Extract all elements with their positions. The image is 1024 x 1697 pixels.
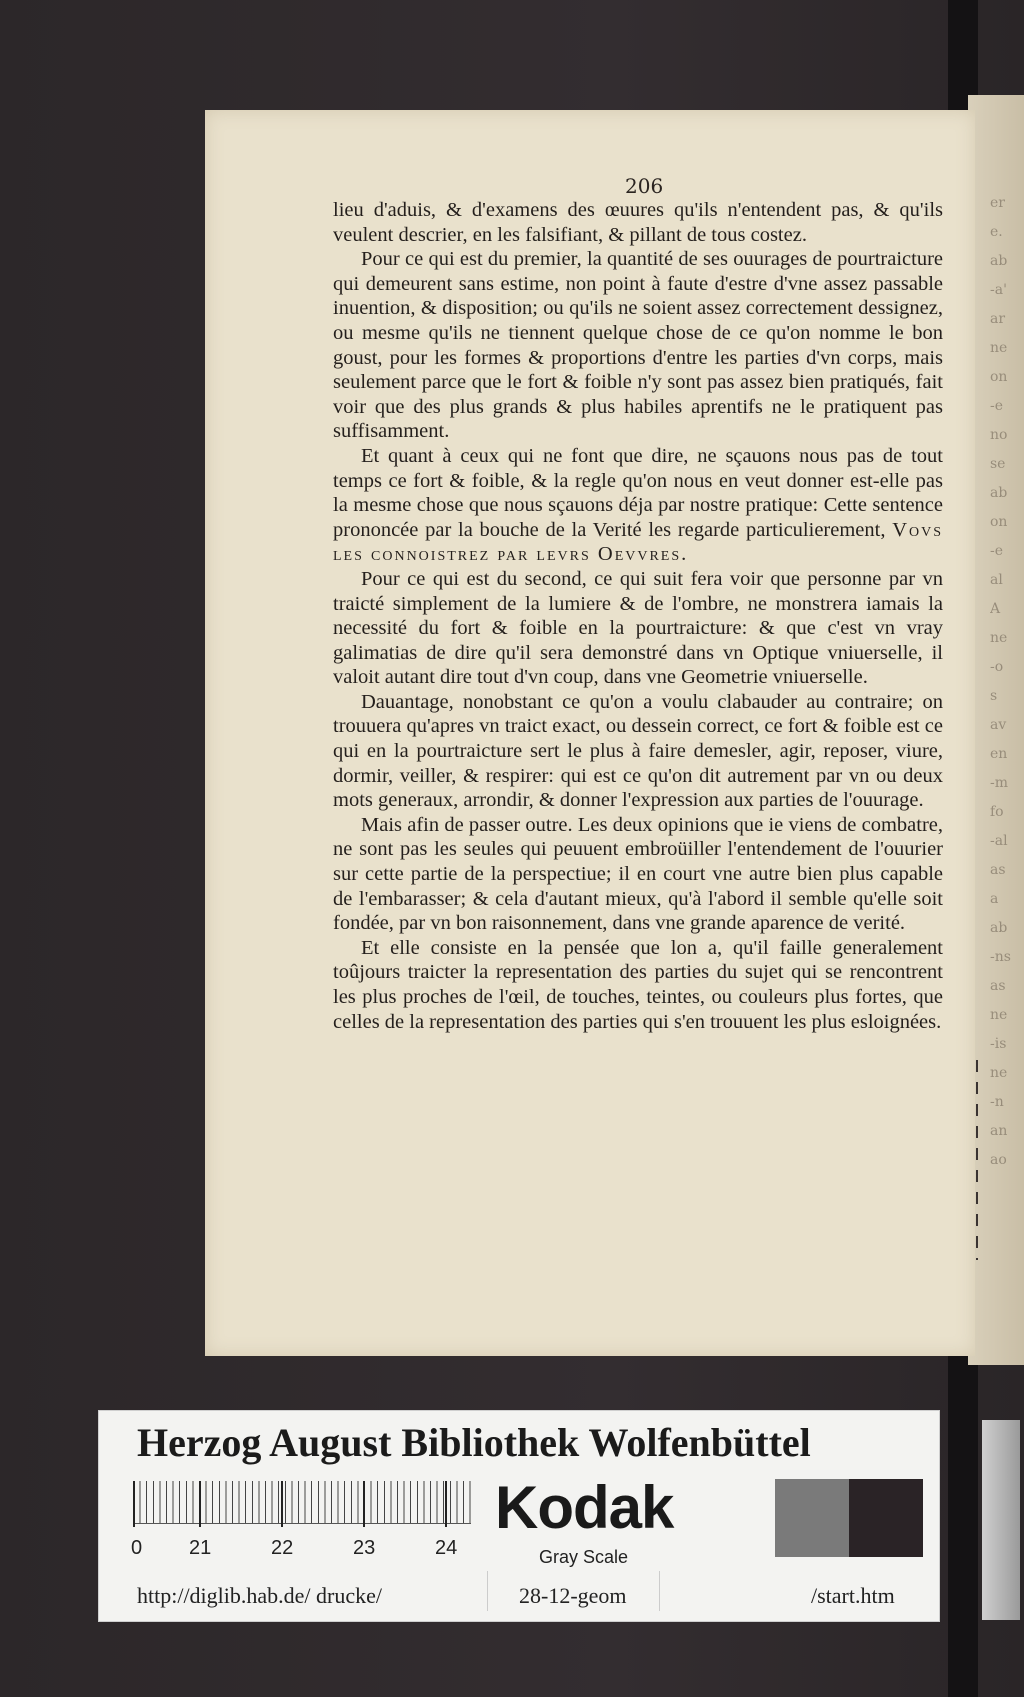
facing-page-fragment: on [990,369,1008,385]
url-middle: 28-12-geom [519,1583,627,1608]
gray-swatch [775,1479,849,1557]
page-number: 206 [625,174,664,198]
paragraph [333,444,943,567]
facing-page-fragment: on [990,514,1008,530]
divider [487,1571,488,1611]
gray-scale-label: Gray Scale [539,1547,629,1567]
ruler-number: 21 [189,1537,212,1559]
url-right: /start.htm [811,1583,895,1608]
facing-page-fragment: -n [990,1094,1004,1110]
ruler-major-tick [199,1481,201,1527]
facing-page-fragment: as [990,862,1006,878]
dark-swatch [849,1479,923,1557]
facing-page-fragment: av [990,717,1007,733]
facing-page-fragment: fo [990,804,1004,820]
book-page [205,110,975,1356]
facing-page-fragment: se [990,456,1006,472]
facing-page-fragment: no [990,427,1008,443]
facing-page-fragment: ne [990,630,1008,646]
ruler-major-tick [133,1481,135,1527]
facing-page-fragment: ar [990,311,1006,327]
facing-page-fragment: ne [990,1065,1008,1081]
paragraph: Pour ce qui est du second, ce qui suit fera voir que personne par vn traicté simplement de la lumiere & de l'ombre, ne monstrera iamais la necessité du fort & foible en la pourtraicture: & que c'est vn vray galimatias de dire qu'il sera demonstré dans vn Optique vniuerselle, il valoit autant dire tout d'vn coup, dans vne Geometrie vniuerselle. [333,567,943,689]
page-edge-marks [976,1060,978,1260]
facing-page-fragment: -a' [990,282,1007,298]
paragraph: Mais afin de passer outre. Les deux opinions que ie viens de combatre, ne sont pas les seules qui peuuent embroüiller l'entendement de l'ouurier sur cette partie de la perspectiue; il en court vne autre bien plus capable de l'embarasser; & cela d'autant mieux, qu'à l'abord il semble qu'elle soit fondée, par vn bon raisonnement, dans vne grande aparence de verité. [333,813,943,935]
facing-page-fragment: ab [990,485,1008,501]
ruler-number: 0 [131,1537,143,1559]
paragraph: lieu d'aduis, & d'examens des œuures qu'ils n'entendent pas, & qu'ils veulent descrier, en les falsifiant, & pillant de tous costez. [333,199,943,246]
facing-page-fragment: ao [990,1152,1007,1168]
facing-page-fragment: -e [990,543,1004,559]
page-text [333,198,943,1034]
side-strip [982,1420,1020,1620]
facing-page-fragment: a [990,891,999,907]
facing-page-fragment: ne [990,1007,1008,1023]
facing-page-fragment: ab [990,253,1008,269]
kodak-logo: Kodak [495,1474,674,1541]
facing-page-fragment: ab [990,920,1008,936]
facing-page-fragment: A [990,601,1001,617]
facing-page-fragment: en [990,746,1008,762]
divider [659,1571,660,1611]
facing-page-fragment: al [990,572,1003,588]
facing-page-fragment: -e [990,398,1004,414]
ruler [133,1481,471,1567]
paragraph: Et elle consiste en la pensée que lon a, qu'il faille generalement toûjours traicter la representation des parties du sujet qui se rencontrent les plus proches de l'œil, de touches, teintes, ou couleurs plus fortes, que celles de la representation des parties qui s'en trouuent les plus esloignées. [333,936,943,1033]
library-title: Herzog August Bibliothek Wolfenbüttel [137,1420,811,1465]
color-target-card [98,1410,940,1622]
facing-page-fragment: e. [990,224,1003,240]
paragraph: Pour ce qui est du premier, la quantité de ses ouurages de pourtraicture qui demeurent sans estime, non point à faute d'estre d'vne assez passable inuention, & disposition; ou qu'ils ne soient assez correctement dessignez, ou mesme qu'ils ne tiennent quelque chose de ce qu'on nomme le bon goust, pour les formes & proportions d'entre les parties d'vn corps, mais seulement parce que le fort & foible n'y sont pas assez bien pratiqués, fait voir que des plus grands & plus habiles aprentifs ne le pratiquent pas suffisamment. [333,248,943,443]
facing-page-fragment: -al [990,833,1008,849]
facing-page-fragment: s [990,688,998,704]
paragraph-text: Et quant à ceux qui ne font que dire, ne sçauons nous pas de tout temps ce fort & foible, & la regle qu'on nous en veut donner est-elle pas la mesme chose que nous sçauons déja par nostre pratique: Cette sentence prononcée par la bouche de la Verité les regarde particulierement, [333,444,943,541]
url-left: http://diglib.hab.de/ drucke/ [137,1583,383,1608]
ruler-major-tick [363,1481,365,1527]
ruler-number: 24 [435,1537,458,1559]
facing-page-fragment: -is [990,1036,1007,1052]
ruler-number: 22 [271,1537,294,1559]
facing-page-fragment: -o [990,659,1004,675]
ruler-major-tick [445,1481,447,1527]
facing-page-fragment: ne [990,340,1008,356]
facing-page-fragment: -ns [990,949,1011,965]
paragraph: Dauantage, nonobstant ce qu'on a voulu clabauder au contraire; on trouuera qu'apres vn traict exact, ou dessein correct, ce fort & foible est ce qui en la pourtraicture sert le plus à faire demesler, agir, reposer, viure, dormir, veiller, & respirer: qui est ce qu'on dit autrement par vn ou deux mots generaux, arrondir, & donner l'expression aux parties de l'ouurage. [333,690,943,812]
ruler-ticks [133,1481,471,1524]
facing-page-fragment: -m [990,775,1009,791]
facing-page-fragment: as [990,978,1006,994]
ruler-number: 23 [353,1537,376,1559]
scripture-quote: Vovs les connoistrez par levrs Oevvres. [333,518,944,566]
facing-page-fragment: an [990,1123,1008,1139]
ruler-major-tick [281,1481,283,1527]
facing-page-fragment: er [990,195,1005,211]
